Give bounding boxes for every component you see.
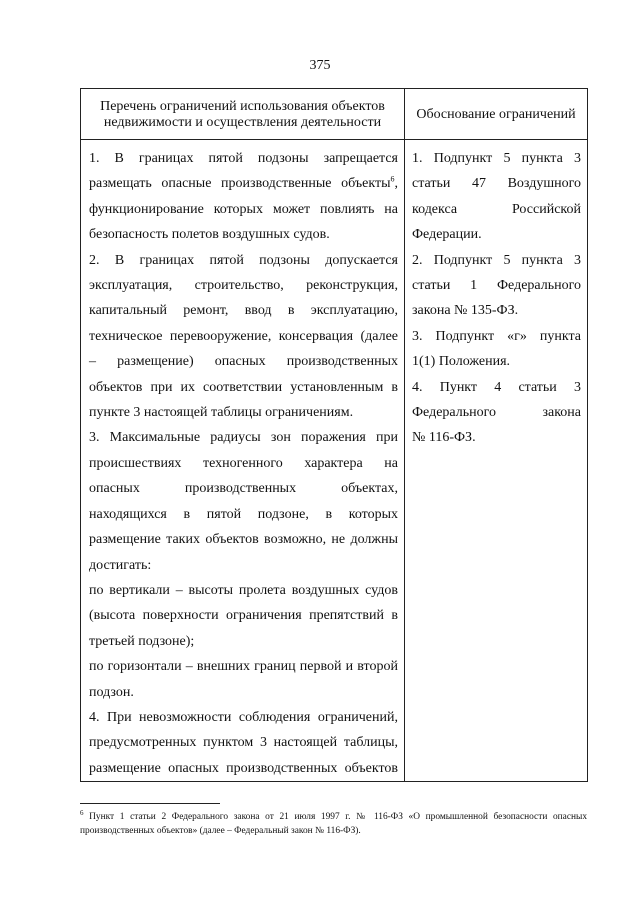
justification-line: 2. Подпункт 5 пункта 3 <box>412 252 581 268</box>
restrictions-cell <box>81 140 405 782</box>
restriction-line: опасных производственных объектах, <box>89 481 398 497</box>
justification-line: 1. Подпункт 5 пункта 3 <box>412 151 581 166</box>
footnote-text: Пункт 1 статьи 2 Федерального закона от 21 июля 1997 г. № 116-ФЗ «О промышленной безопасности опасных производственных объектов» (далее – Федеральный закон № 116-ФЗ). <box>80 812 588 836</box>
justification-line: № 116-ФЗ. <box>412 430 476 446</box>
restriction-line: третьей подзоне); <box>89 633 195 649</box>
justification-cell <box>405 140 588 782</box>
restriction-line: достигать: <box>89 557 152 573</box>
restriction-line: объектов при их соответствии установленным в <box>89 379 398 395</box>
justification-line: 1(1) Положения. <box>412 354 511 370</box>
restriction-line: пункте 3 настоящей таблицы ограничениям. <box>89 405 354 421</box>
restriction-line: (высота поверхности ограничения препятствий в <box>89 608 398 624</box>
restriction-line: находящихся в пятой подзоне, в которых <box>89 506 398 522</box>
table-header-row <box>81 89 588 140</box>
restriction-line: – размещение) опасных производственных <box>89 354 398 370</box>
footnote <box>80 810 587 838</box>
restriction-line: по горизонтали – внешних границ первой и второй <box>89 659 398 675</box>
restriction-line: подзон. <box>89 684 134 700</box>
restriction-line: предусмотренных пунктом 3 настоящей таблицы, <box>89 735 398 751</box>
restriction-line: 4. При невозможности соблюдения ограничений, <box>89 709 398 725</box>
footnote-ref: 6 <box>390 174 395 184</box>
restriction-line: 1. В границах пятой подзоны запрещается <box>89 151 398 166</box>
restriction-line: 3. Максимальные радиусы зон поражения при <box>89 430 398 446</box>
justification-line: кодекса Российской <box>412 201 581 217</box>
restriction-line: техническое перевооружение, консервация (далее <box>89 328 398 344</box>
header-restrictions: Перечень ограничений использования объектов недвижимости и осуществления деятельности <box>81 89 405 140</box>
restriction-line: безопасность полетов воздушных судов. <box>89 227 330 243</box>
restriction-line: размещать опасные производственные объекты$^6$, <box>89 174 398 192</box>
justification-line: статьи 1 Федерального <box>412 278 581 294</box>
footnote-separator <box>80 803 220 804</box>
table-row <box>81 140 588 782</box>
restriction-line: эксплуатация, строительство, реконструкция, <box>89 278 398 294</box>
restriction-line: размещение таких объектов возможно, не должны <box>89 532 398 548</box>
justification-line: статьи 47 Воздушного <box>412 176 581 192</box>
justification-line: закона № 135-ФЗ. <box>412 303 519 319</box>
restriction-line: функционирование которых может повлиять на <box>89 201 398 217</box>
restriction-line: размещение опасных производственных объектов <box>89 760 398 776</box>
header-justification: Обоснование ограничений <box>405 89 588 140</box>
footnote-number: 6 <box>80 808 84 817</box>
justification-line: Федерального закона <box>412 405 581 421</box>
restriction-line: капитальный ремонт, ввод в эксплуатацию, <box>89 303 398 319</box>
restriction-line: по вертикали – высоты пролета воздушных судов <box>89 582 398 598</box>
restriction-line: 2. В границах пятой подзоны допускается <box>89 252 398 268</box>
restriction-line: происшествиях техногенного характера на <box>89 455 398 471</box>
justification-line: 4. Пункт 4 статьи 3 <box>412 379 581 395</box>
restrictions-table <box>80 88 588 782</box>
justification-line: 3. Подпункт «г» пункта <box>412 328 581 344</box>
justification-line: Федерации. <box>412 227 482 243</box>
page-number: 375 <box>309 58 331 73</box>
